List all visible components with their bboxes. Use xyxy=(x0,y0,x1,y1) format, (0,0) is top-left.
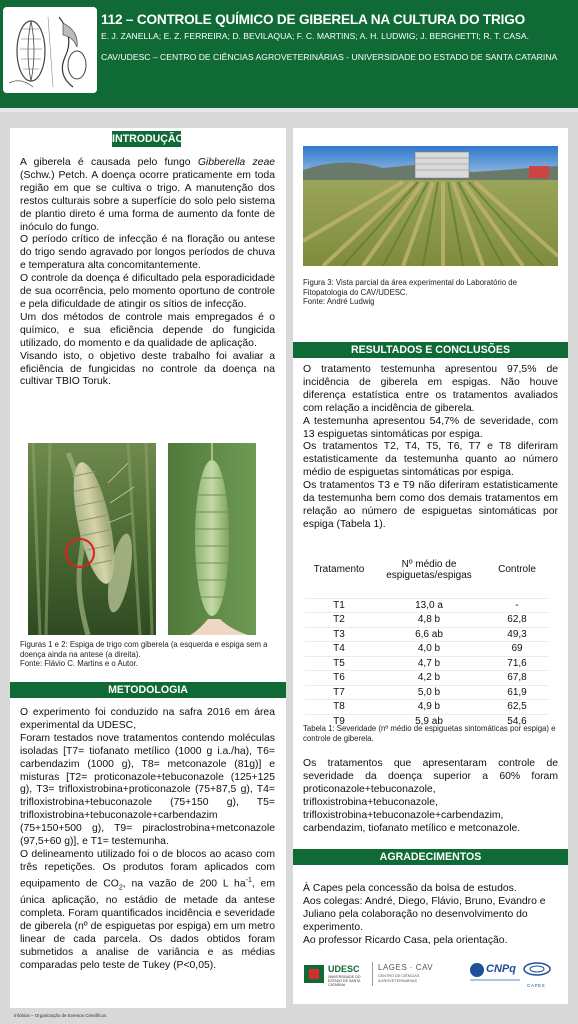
table-row xyxy=(305,598,549,613)
table-cell-tratamento: T1 xyxy=(305,598,373,613)
table-cell-espiguetas: 5,0 b xyxy=(373,685,485,700)
methods-p3-c: , em única aplicação, no estádio de metade da antese completa. Foram quantificados incidência e severidade de giberela (nº de espiguetas por espiga) em um metro linear de cada parcela. Os dados obtidos foram submetidos a analise de variância e as médias comparadas pelo teste de Tukey (P<0,05). xyxy=(20,878,275,971)
results-paragraph-5: Os tratamentos que apresentaram controle de severidade da doença superior a 60% foram proticonazole+tebuconazole, trifloxistrobina+tebuconazole, trifloxistrobina+tebuconazole+carbendazim, carbendazim, tiofanato metílico e metconazole. xyxy=(303,758,558,834)
intro-p1-b: (Schw.) Petch. A doença ocorre praticamente em toda região em que se cultiva o trigo. A manutenção dos restos culturais sobre a superfície do solo pelo sistema de plantio direto é uma forma de aumento da fonte de inóculo do fungo. xyxy=(20,169,275,233)
section-heading-resultados: RESULTADOS E CONCLUSÕES xyxy=(293,342,568,358)
section-heading-introducao: INTRODUÇÃO xyxy=(112,133,184,145)
table-cell-controle: 49,3 xyxy=(485,627,549,642)
methods-text xyxy=(20,707,275,973)
ack-paragraph-2: Aos colegas: André, Diego, Flávio, Bruno, Evandro e Juliano pela colaboração no desenvolvimento do experimento. xyxy=(303,895,546,933)
poster-institution: CAV/UDESC – CENTRO DE CIÊNCIAS AGROVETERINÁRIAS - UNIVERSIDADE DO ESTADO DE SANTA CATARINA xyxy=(101,52,558,62)
table-row xyxy=(305,656,549,671)
results-paragraph-4: Os tratamentos T3 e T9 não diferiram estatisticamente da testemunha bem como dos demais tratamentos em relação ao número de espiguetas sintomáticas por espiga (Tabela 1). xyxy=(303,480,558,530)
table-cell-espiguetas: 13,0 a xyxy=(373,598,485,613)
intro-paragraph-5: Visando isto, o objetivo deste trabalho foi avaliar a eficiência de fungicidas no controle da doença na cultivar TBIO Toruk. xyxy=(20,350,275,388)
table-cell-tratamento: T6 xyxy=(305,671,373,686)
table-cell-tratamento: T4 xyxy=(305,642,373,657)
ack-text xyxy=(303,883,558,948)
table-cell-tratamento: T7 xyxy=(305,685,373,700)
ack-paragraph-1: À Capes pela concessão da bolsa de estudos. xyxy=(303,883,517,894)
table-cell-controle: 71,6 xyxy=(485,656,549,671)
figure-3-caption xyxy=(303,278,563,307)
header-divider xyxy=(0,108,578,112)
table-cell-controle: 54,6 xyxy=(485,714,549,728)
table-header-row xyxy=(305,542,549,598)
table-cell-espiguetas: 4,8 b xyxy=(373,613,485,628)
section-heading-agradecimentos: AGRADECIMENTOS xyxy=(293,849,568,865)
co2-subscript: 2 xyxy=(118,884,123,892)
table-cell-controle: 69 xyxy=(485,642,549,657)
methods-paragraph-1: O experimento foi conduzido na safra 2016 em área experimental da UDESC, xyxy=(20,707,275,731)
wheat-illustration-logo xyxy=(3,7,97,93)
table-cell-espiguetas: 5,9 ab xyxy=(373,714,485,728)
table-row xyxy=(305,700,549,715)
capes-logo-mark xyxy=(522,961,552,977)
results-paragraph-3: Os tratamentos T2, T4, T5, T6, T7 e T8 diferiram estatisticamente da testemunha quanto ao número médio de espiguetas sintomáticas por espiga. xyxy=(303,441,558,479)
table-cell-tratamento: T8 xyxy=(305,700,373,715)
results-table xyxy=(305,542,549,728)
section-heading-metodologia: METODOLOGIA xyxy=(10,682,286,698)
table-header-espiguetas: Nº médio de espiguetas/espigas xyxy=(386,558,472,581)
photo-experimental-field xyxy=(303,146,558,266)
cnpq-logo xyxy=(470,961,522,987)
methods-paragraph-3 xyxy=(20,849,275,973)
table-row xyxy=(305,685,549,700)
intro-species-name: Gibberella zeae xyxy=(197,157,276,168)
table-cell-controle: - xyxy=(485,598,549,613)
figure-1-2-source: Fonte: Flávio C. Martins e o Autor. xyxy=(20,659,138,669)
results-paragraph-2: A testemunha apresentou 54,7% de severidade, com 13 espiguetas sintomáticas por espiga. xyxy=(303,415,558,440)
cnpq-logo-mark xyxy=(470,963,484,977)
table-cell-espiguetas: 4,9 b xyxy=(373,700,485,715)
udesc-logo-mark-inner xyxy=(309,969,319,979)
results-conclusion xyxy=(303,758,558,835)
intro-paragraph-4: Um dos métodos de controle mais empregados é o químico, e sua eficiência depende do fungicida utilizado, do momento e da qualidade de aplicação. xyxy=(20,311,275,349)
lages-cav-logo xyxy=(378,963,448,989)
table-row xyxy=(305,627,549,642)
results-text xyxy=(303,364,558,532)
intro-p1-a: A giberela é causada pelo fungo xyxy=(20,157,198,168)
table-cell-controle: 61,9 xyxy=(485,685,549,700)
table-cell-espiguetas: 4,7 b xyxy=(373,656,485,671)
figure-3-source: Fonte: André Ludwig xyxy=(303,297,375,307)
table-cell-tratamento: T2 xyxy=(305,613,373,628)
capes-logo xyxy=(522,961,552,987)
lages-cav-logo-text: LAGES · CAV xyxy=(378,963,434,972)
lages-cav-logo-subtext: CENTRO DE CIÊNCIAS AGROVETERINÁRIAS xyxy=(378,974,420,983)
table-cell-controle: 62,5 xyxy=(485,700,549,715)
logo-divider xyxy=(372,962,373,986)
table-caption: Tabela 1: Severidade (nº médio de espiguetas sintomáticas por espiga) e controle de giberela. xyxy=(303,724,556,743)
ha-superscript: -1 xyxy=(245,876,252,884)
table-row xyxy=(305,613,549,628)
intro-paragraph-3: O controle da doença é dificultado pela esporadicidade de sua ocorrência, pelo momento oportuno de controle e pela dificuldade de atingir os sítios de infecção. xyxy=(20,273,275,310)
figure-3-caption-text: Figura 3: Vista parcial da área experimental do Laboratório de Fitopatologia do CAV/UDESC. xyxy=(303,278,517,297)
photo-wheat-healthy xyxy=(168,443,256,635)
table-cell-espiguetas: 6,6 ab xyxy=(373,627,485,642)
table-body xyxy=(305,598,549,728)
poster-authors: E. J. ZANELLA; E. Z. FERREIRA; D. BEVILAQUA; F. C. MARTINS; A. H. LUDWIG; J. BERGHETTI; R. T. CASA. xyxy=(101,31,530,41)
poster-header xyxy=(0,0,578,108)
results-paragraph-1: O tratamento testemunha apresentou 97,5% de incidência de giberela em espigas. Não houve diferença estatística entre os tratamentos avaliados com relação a incidência de giberela. xyxy=(303,364,558,414)
udesc-logo-subtext: UNIVERSIDADE DO ESTADO DE SANTA CATARINA xyxy=(328,975,361,987)
intro-paragraph-2: O período crítico de infecção é na floração ou antese do trigo sendo agravado por longos períodos de chuva e temperatura alta concomitantemente. xyxy=(20,234,275,272)
table-cell-tratamento: T3 xyxy=(305,627,373,642)
table-cell-espiguetas: 4,2 b xyxy=(373,671,485,686)
udesc-logo xyxy=(304,962,368,988)
udesc-logo-text: UDESC xyxy=(328,964,360,974)
table-header-controle: Controle xyxy=(498,564,536,576)
table-header-tratamento: Tratamento xyxy=(313,564,365,576)
photo-wheat-with-giberela xyxy=(28,443,156,635)
cnpq-logo-line xyxy=(470,979,520,981)
intro-text xyxy=(20,157,275,389)
ack-paragraph-3: Ao professor Ricardo Casa, pela orientação. xyxy=(303,934,508,946)
table-row xyxy=(305,642,549,657)
table-row xyxy=(305,671,549,686)
methods-paragraph-2: Foram testados nove tratamentos contendo moléculas isoladas [T7= tiofanato metílico (1000 g i.a./ha), T6= carbendazim (1000 g), T8= metconazole (81g)] e misturas [T2= proticonazole+tebuconazole (125+125 g), T3= trifloxistrobina+proticonazole (75+87,5 g), T4= trifloxistrobina+tebuconazole (75+150 g), T5= trifloxistrobina+tebuconazole+carbendazim (75+150+500 g), T9= piraclostrobina+metconazole (97,5+60 g)], e T1= testemunha. xyxy=(20,732,275,848)
cnpq-logo-text: CNPq xyxy=(486,963,516,975)
table-cell-tratamento: T9 xyxy=(305,714,373,728)
table-cell-espiguetas: 4,0 b xyxy=(373,642,485,657)
poster-title: 112 – CONTROLE QUÍMICO DE GIBERELA NA CULTURA DO TRIGO xyxy=(101,12,525,27)
methods-p3-b: , na vazão de 200 L ha xyxy=(122,878,246,890)
table-cell-controle: 67,8 xyxy=(485,671,549,686)
figure-1-2-caption xyxy=(20,640,276,669)
table-cell-controle: 62,8 xyxy=(485,613,549,628)
table-cell-tratamento: T5 xyxy=(305,656,373,671)
intro-paragraph-1 xyxy=(20,157,275,234)
capes-logo-text: CAPES xyxy=(527,983,546,988)
methods-p3-a: O delineamento utilizado foi o de blocos ao acaso com três repetições. Os produtos foram aplicados com equipamento de CO xyxy=(20,848,275,890)
footer-note: Infobios – Organização de Eventos Científicos xyxy=(14,1013,107,1018)
figure-1-2-caption-text: Figuras 1 e 2: Espiga de trigo com giberela (a esquerda e espiga sem a doença ainda na antese (a direita). xyxy=(20,640,268,659)
